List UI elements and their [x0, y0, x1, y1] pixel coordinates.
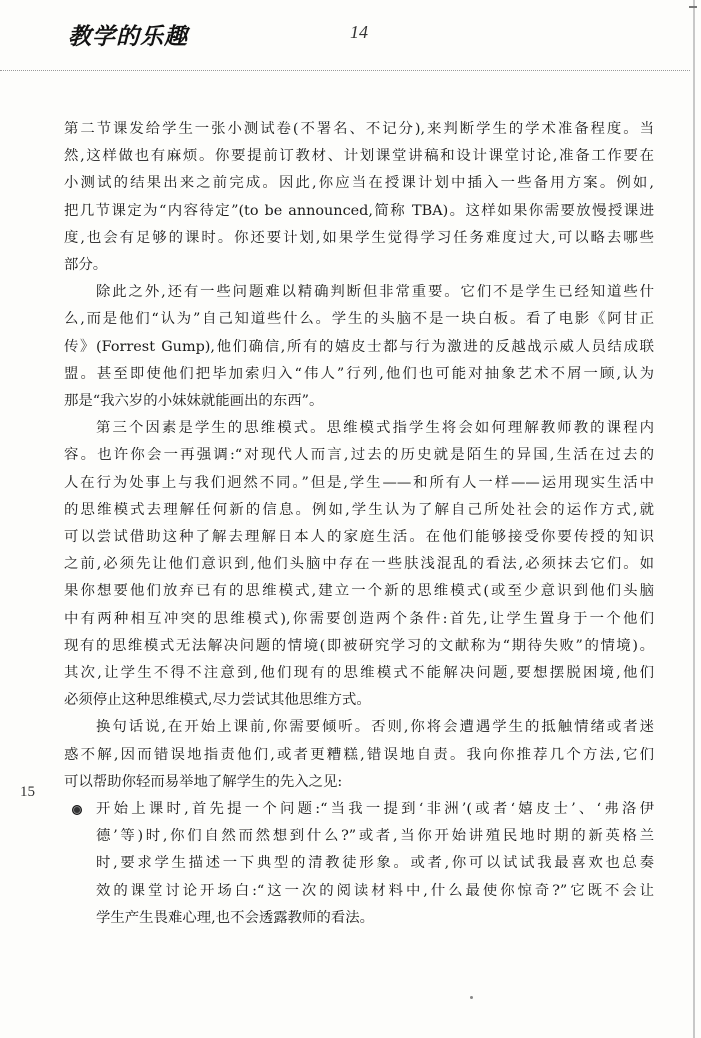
text-line: 的思维模式去理解任何新的信息。例如,学生认为了解自己所处社会的运作方式,就: [64, 501, 654, 518]
page-number: 14: [350, 22, 368, 42]
text-line: 惑不解,因而错误地指责他们,或者更糟糕,错误地自责。我向你推荐几个方法,它们: [64, 746, 654, 763]
margin-page-note: 15: [20, 784, 35, 800]
text-line: 那是“我六岁的小妹妹就能画出的东西”。: [64, 393, 324, 410]
paragraph-4: [64, 714, 654, 796]
text-line: 传》(Forrest Gump),他们确信,所有的嬉皮士都与行为激进的反越战示威人员结成联: [64, 338, 654, 355]
text-line: 开始上课时,首先提一个问题:“当我一提到‘非洲’(或者‘嬉皮士’、‘弗洛伊: [96, 801, 654, 818]
text-line: 第三个因素是学生的思维模式。思维模式指学生将会如何理解教师教的课程内: [96, 420, 654, 437]
text-line: 部分。: [64, 257, 108, 274]
text-line: 效的课堂讨论开场白:“这一次的阅读材料中,什么最使你惊奇?”它既不会让: [96, 882, 654, 899]
text-line: 除此之外,还有一些问题难以精确判断但非常重要。它们不是学生已经知道些什: [96, 284, 654, 301]
header-divider: [0, 70, 690, 71]
page-edge-mark: [689, 6, 697, 18]
text-line: 可以尝试借助这种了解去理解日本人的家庭生活。在他们能够接受你要传授的知识: [64, 529, 654, 546]
book-title: 教学的乐趣: [68, 23, 188, 50]
bullet-item: [64, 796, 654, 932]
text-line: 果你想要他们放弃已有的思维模式,建立一个新的思维模式(或至少意识到他们头脑: [64, 583, 654, 600]
bullet-icon: [72, 805, 82, 815]
text-line: 么,而是他们“认为”自己知道些什么。学生的头脑不是一块白板。看了电影《阿甘正: [64, 311, 654, 328]
text-line: 把几节课定为“内容待定”(to be announced,简称 TBA)。这样如果你需要放慢授课进: [64, 202, 654, 219]
paragraph-2: [64, 279, 654, 415]
text-line: 换句话说,在开始上课前,你需要倾听。否则,你将会遭遇学生的抵触情绪或者迷: [96, 719, 654, 736]
text-line: 然,这样做也有麻烦。你要提前订教材、计划课堂讲稿和设计课堂讨论,准备工作要在: [64, 148, 654, 165]
page-edge-line: [693, 0, 695, 1038]
text-line: 小测试的结果出来之前完成。因此,你应当在授课计划中插入一些备用方案。例如,: [64, 175, 654, 192]
text-line: 度,也会有足够的课时。你还要计划,如果学生觉得学习任务难度过大,可以略去哪些: [64, 229, 654, 246]
text-line: 德’等)时,你们自然而然想到什么?”或者,当你开始讲殖民地时期的新英格兰: [96, 828, 654, 845]
text-line: 时,要求学生描述一下典型的清教徒形象。或者,你可以试试我最喜欢也总奏: [96, 855, 654, 872]
paragraph-3: [64, 415, 654, 714]
scan-speck: [470, 996, 473, 999]
text-line: 人在行为处事上与我们迥然不同。”但是,学生——和所有人一样——运用现实生活中: [64, 474, 654, 491]
text-line: 第二节课发给学生一张小测试卷(不署名、不记分),来判断学生的学术准备程度。当: [64, 121, 654, 137]
paragraph-1: [64, 116, 654, 279]
text-line: 可以帮助你轻而易举地了解学生的先入之见:: [64, 773, 343, 790]
text-line: 必须停止这种思维模式,尽力尝试其他思维方式。: [64, 692, 371, 709]
page-header: [0, 0, 701, 70]
text-line: 容。也许你会一再强调:“对现代人而言,过去的历史就是陌生的异国,生活在过去的: [64, 447, 654, 464]
text-line: 学生产生畏难心理,也不会透露教师的看法。: [96, 909, 374, 926]
body-text: [64, 116, 654, 932]
text-line: 中有两种相互冲突的思维模式),你需要创造两个条件:首先,让学生置身于一个他们: [64, 610, 654, 627]
text-line: 现有的思维模式无法解决问题的情境(即被研究学习的文献称为“期待失败”的情境)。: [64, 637, 654, 654]
text-line: 盟。甚至即使他们把毕加索归入“伟人”行列,他们也可能对抽象艺术不屑一顾,认为: [64, 365, 654, 382]
text-line: 其次,让学生不得不注意到,他们现有的思维模式不能解决问题,要想摆脱困境,他们: [64, 665, 654, 682]
text-line: 之前,必须先让他们意识到,他们头脑中存在一些肤浅混乱的看法,必须抹去它们。如: [64, 556, 654, 573]
